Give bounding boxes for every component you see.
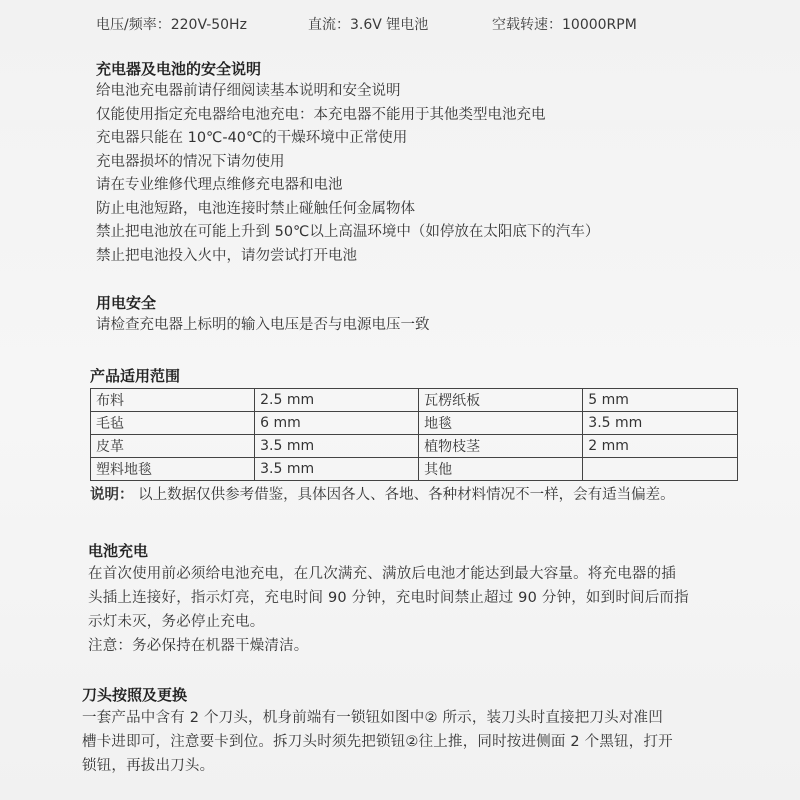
text-line: 示灯未灭，务必停止充电。 [88, 614, 265, 630]
table-cell: 2.5 mm [255, 389, 419, 412]
section-title: 刀头按照及更换 [82, 686, 188, 704]
text-line: 在首次使用前必须给电池充电，在几次满充、满放后电池才能达到最大容量。将充电器的插 [88, 566, 676, 582]
table-cell: 2 mm [583, 435, 738, 458]
section-power-safety [96, 292, 776, 338]
spec-voltage: 电压/频率：220V-50Hz [96, 17, 247, 33]
section-title: 产品适用范围 [90, 367, 181, 385]
section-battery-charging [88, 540, 768, 658]
section-product-range [90, 365, 770, 507]
spec-speed: 空载转速：10000RPM [492, 17, 637, 33]
text-line: 仅能使用指定充电器给电池充电：本充电器不能用于其他类型电池充电 [96, 106, 546, 123]
text-line: 请在专业维修代理点维修充电器和电池 [96, 177, 343, 193]
table-cell: 3.5 mm [255, 458, 419, 481]
text-line: 充电器损坏的情况下请勿使用 [96, 153, 285, 170]
table-row [91, 458, 738, 481]
table-cell: 3.5 mm [583, 412, 738, 435]
text-line: 头插上连接好，指示灯亮，充电时间 90 分钟，充电时间禁止超过 90 分钟，如到时间后而指 [88, 590, 689, 606]
text-line: 给电池充电器前请仔细阅读基本说明和安全说明 [96, 83, 401, 99]
table-cell: 布料 [91, 389, 255, 412]
table-row [91, 412, 738, 435]
text-line: 注意：务必保持在机器干燥清洁。 [88, 638, 309, 654]
text-line: 请检查充电器上标明的输入电压是否与电源电压一致 [96, 317, 430, 333]
section-title: 电池充电 [88, 542, 149, 560]
table-cell: 其他 [419, 458, 583, 481]
section-title: 充电器及电池的安全说明 [96, 60, 262, 78]
table-cell: 植物枝茎 [419, 435, 583, 458]
table-cell: 塑料地毯 [91, 458, 255, 481]
table-cell: 皮革 [91, 435, 255, 458]
table-cell: 6 mm [255, 412, 419, 435]
text-line: 防止电池短路，电池连接时禁止碰触任何金属物体 [96, 200, 415, 217]
section-charger-safety [96, 58, 776, 268]
text-line: 禁止把电池投入火中，请勿尝试打开电池 [96, 247, 357, 264]
section-blade-replacement [82, 684, 762, 778]
table-cell [583, 458, 738, 481]
table-row [91, 389, 738, 412]
text-line: 禁止把电池放在可能上升到 50℃以上高温环境中（如停放在太阳底下的汽车） [96, 224, 600, 240]
table-cell: 毛毡 [91, 412, 255, 435]
spec-dc: 直流：3.6V 锂电池 [308, 17, 429, 33]
table-note [90, 483, 770, 507]
table-row [91, 435, 738, 458]
text-line: 槽卡进即可，注意要卡到位。拆刀头时须先把锁钮②往上推，同时按进侧面 2 个黑钮，打开 [82, 734, 673, 750]
text-line: 充电器只能在 10℃-40℃的干燥环境中正常使用 [96, 130, 408, 146]
table-cell: 地毯 [419, 412, 583, 435]
note-text: 以上数据仅供参考借鉴，具体因各人、各地、各种材料情况不一样，会有适当偏差。 [138, 487, 675, 503]
table-cell: 5 mm [583, 389, 738, 412]
text-line: 一套产品中含有 2 个刀头，机身前端有一锁钮如图中② 所示，装刀头时直接把刀头对准凹 [82, 710, 663, 726]
spec-line [96, 10, 796, 36]
table-cell: 3.5 mm [255, 435, 419, 458]
text-line: 锁钮，再拔出刀头。 [82, 758, 215, 774]
table-cell: 瓦楞纸板 [419, 389, 583, 412]
section-title: 用电安全 [96, 294, 157, 312]
note-label: 说明： [90, 487, 134, 503]
material-table [90, 388, 738, 481]
